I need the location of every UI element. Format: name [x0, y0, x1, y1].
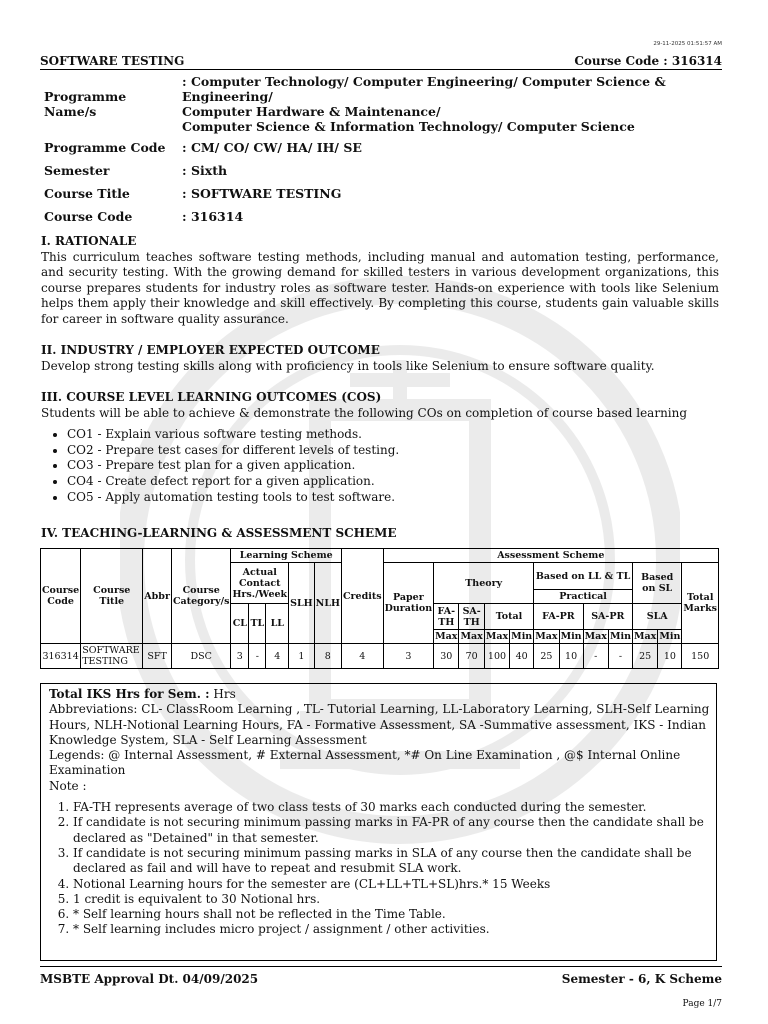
th-min: Min — [560, 631, 582, 642]
info-value — [178, 72, 720, 136]
list-item: 6. * Self learning hours shall not be reflected in the Time Table. — [73, 907, 716, 922]
footer-scheme: Semester - 6, K Scheme — [561, 972, 722, 986]
cell-ll: 4 — [266, 644, 289, 669]
list-item: 5. 1 credit is equivalent to 30 Notional hrs. — [73, 892, 716, 907]
rationale-section — [41, 234, 719, 328]
th-sl: Based on SL — [633, 563, 682, 604]
rationale-text: This curriculum teaches software testing methods, including manual and automation testing, performance, and security testing. With the growing demand for skilled testers in various development organizations, this course prepares students for industry roles as software tester. Hands-on experience with tools like Selenium helps them apply their knowledge and skill effectively. By completing this course, students gain valuable skills for career in software quality assurance. — [41, 249, 719, 326]
th-min: Min — [511, 631, 533, 642]
th-max: Max — [584, 631, 607, 642]
cell-sa-pr-max: - — [583, 644, 608, 669]
info-key: Course Title — [44, 186, 130, 201]
th-sla: SLA — [633, 604, 682, 630]
info-row-programme-code — [40, 136, 720, 159]
th-abbr: Abbr — [143, 549, 172, 644]
list-item: • CO5 - Apply automation testing tools to test software. — [67, 490, 719, 506]
info-value: : SOFTWARE TESTING — [182, 186, 342, 201]
industry-outcome-section — [41, 343, 719, 374]
scheme-heading: IV. TEACHING-LEARNING & ASSESSMENT SCHEME — [41, 526, 397, 540]
list-item: • CO2 - Prepare test cases for different levels of testing. — [67, 443, 719, 459]
cell-nlh: 8 — [314, 644, 341, 669]
scheme-section — [41, 526, 719, 542]
cos-section — [41, 390, 719, 505]
list-item: 1. FA-TH represents average of two class tests of 30 marks each conducted during the semester. — [73, 800, 716, 815]
assessment-scheme-table — [40, 548, 719, 669]
th-paper-duration: Paper Duration — [383, 563, 434, 644]
info-line: : Computer Technology/ Computer Engineering/ Computer Science & Engineering/ — [182, 74, 666, 104]
th-practical: Practical — [534, 590, 633, 604]
cell-tl: - — [249, 644, 266, 669]
cell-sla-max: 25 — [633, 644, 658, 669]
info-key: Programme Name/s — [44, 89, 127, 119]
cell-total-max: 100 — [484, 644, 509, 669]
print-timestamp: 29-11-2025 01:51:57 AM — [653, 41, 722, 47]
info-key: Semester — [44, 163, 110, 178]
footer-approval: MSBTE Approval Dt. 04/09/2025 — [40, 972, 259, 986]
list-item: • CO3 - Prepare test plan for a given application. — [67, 458, 719, 474]
th-total-marks: Total Marks — [682, 563, 719, 644]
cell-paper: 3 — [383, 644, 434, 669]
cell-sa-pr-min: - — [608, 644, 632, 669]
th-slh: SLH — [289, 563, 315, 644]
th-contact-hrs: Actual Contact Hrs./Week — [231, 563, 289, 604]
th-fa-th: FA-TH — [434, 604, 459, 630]
industry-heading: II. INDUSTRY / EMPLOYER EXPECTED OUTCOME — [41, 343, 380, 357]
cell-slh: 1 — [289, 644, 315, 669]
th-sa-th: SA-TH — [459, 604, 484, 630]
header-course-name: SOFTWARE TESTING — [40, 54, 185, 68]
th-cl: CL — [231, 604, 249, 644]
th-learning-scheme: Learning Scheme — [231, 549, 342, 563]
cos-heading: III. COURSE LEVEL LEARNING OUTCOMES (COS) — [41, 390, 382, 404]
cell-title: SOFTWARE TESTING — [81, 644, 143, 669]
th-max: Max — [460, 631, 483, 642]
cell-sla-min: 10 — [658, 644, 682, 669]
th-max: Max — [535, 631, 558, 642]
cell-cl: 3 — [231, 644, 249, 669]
notes-list — [49, 800, 716, 938]
legends-text: Legends: @ Internal Assessment, # External Assessment, *# On Line Examination , @$ Internal Online Examination — [49, 748, 681, 778]
info-line: Computer Hardware & Maintenance/ — [182, 104, 441, 119]
info-row-programme-name — [40, 72, 720, 136]
header-course-code: Course Code : 316314 — [574, 54, 722, 68]
cell-category: DSC — [171, 644, 230, 669]
cell-abbr: SFT — [143, 644, 172, 669]
info-value: : Sixth — [182, 163, 228, 178]
info-key: Programme Code — [44, 140, 166, 155]
info-line: Computer Science & Information Technology/ Computer Science — [182, 119, 635, 134]
info-value: : 316314 — [182, 209, 244, 224]
cell-sa-th-max: 70 — [459, 644, 484, 669]
th-max: Max — [485, 631, 509, 642]
cell-credits: 4 — [341, 644, 383, 669]
cell-code: 316314 — [41, 644, 81, 669]
cell-total-min: 40 — [510, 644, 534, 669]
th-tl: TL — [249, 604, 266, 644]
th-max: Max — [634, 631, 657, 642]
info-row-course-title — [40, 182, 720, 205]
list-item: 7. * Self learning includes micro project / assignment / other activities. — [73, 922, 716, 937]
th-assessment-scheme: Assessment Scheme — [383, 549, 718, 563]
cos-list — [41, 427, 719, 505]
th-total: Total — [484, 604, 533, 630]
cell-fa-pr-max: 25 — [534, 644, 559, 669]
iks-label: Total IKS Hrs for Sem. : — [49, 687, 210, 701]
th-fa-pr: FA-PR — [534, 604, 583, 630]
th-ll: LL — [266, 604, 289, 644]
th-min: Min — [659, 631, 681, 642]
footer-bar — [40, 966, 722, 988]
iks-value: Hrs — [209, 687, 236, 701]
th-course-title: Course Title — [81, 549, 143, 644]
notes-box — [40, 683, 717, 961]
th-nlh: NLH — [314, 563, 341, 644]
note-label: Note : — [49, 778, 87, 793]
th-theory: Theory — [434, 563, 534, 604]
industry-text: Develop strong testing skills along with proficiency in tools like Selenium to ensure software quality. — [41, 358, 655, 373]
header-bar — [40, 52, 722, 70]
cell-fa-th-max: 30 — [434, 644, 459, 669]
th-category: Course Category/s — [171, 549, 230, 644]
info-value: : CM/ CO/ CW/ HA/ IH/ SE — [182, 140, 362, 155]
th-credits: Credits — [341, 549, 383, 644]
th-max: Max — [435, 631, 458, 642]
cell-fa-pr-min: 10 — [559, 644, 583, 669]
rationale-heading: I. RATIONALE — [41, 234, 137, 248]
info-row-course-code — [40, 205, 720, 228]
programme-info-table — [40, 72, 720, 228]
page-number: Page 1/7 — [682, 999, 722, 1009]
table-row — [41, 644, 719, 669]
info-key: Course Code — [44, 209, 133, 224]
list-item: 3. If candidate is not securing minimum passing marks in SLA of any course then the candidate shall be declared as fail and will have to repeat and resubmit SLA work. — [73, 846, 716, 877]
iks-hours — [49, 687, 716, 702]
list-item: 2. If candidate is not securing minimum passing marks in FA-PR of any course then the candidate shall be declared as "Detained" in that semester. — [73, 815, 716, 846]
th-course-code: Course Code — [41, 549, 81, 644]
list-item: • CO4 - Create defect report for a given application. — [67, 474, 719, 490]
th-sa-pr: SA-PR — [583, 604, 632, 630]
list-item: • CO1 - Explain various software testing methods. — [67, 427, 719, 443]
abbreviations-text: Abbreviations: CL- ClassRoom Learning , TL- Tutorial Learning, LL-Laboratory Learning, SLH-Self Learning Hours, NLH-Notional Learning Hours, FA - Formative Assessment, SA -Summative assessment, IKS - Indian Knowledge System, SLA - Self Learning Assessment — [49, 702, 710, 747]
cos-intro: Students will be able to achieve & demonstrate the following COs on completion of course based learning — [41, 405, 688, 420]
cell-total-marks: 150 — [682, 644, 719, 669]
list-item: 4. Notional Learning hours for the semester are (CL+LL+TL+SL)hrs.* 15 Weeks — [73, 877, 716, 892]
info-row-semester — [40, 159, 720, 182]
th-ll-tl: Based on LL & TL — [534, 563, 633, 590]
th-min: Min — [609, 631, 631, 642]
